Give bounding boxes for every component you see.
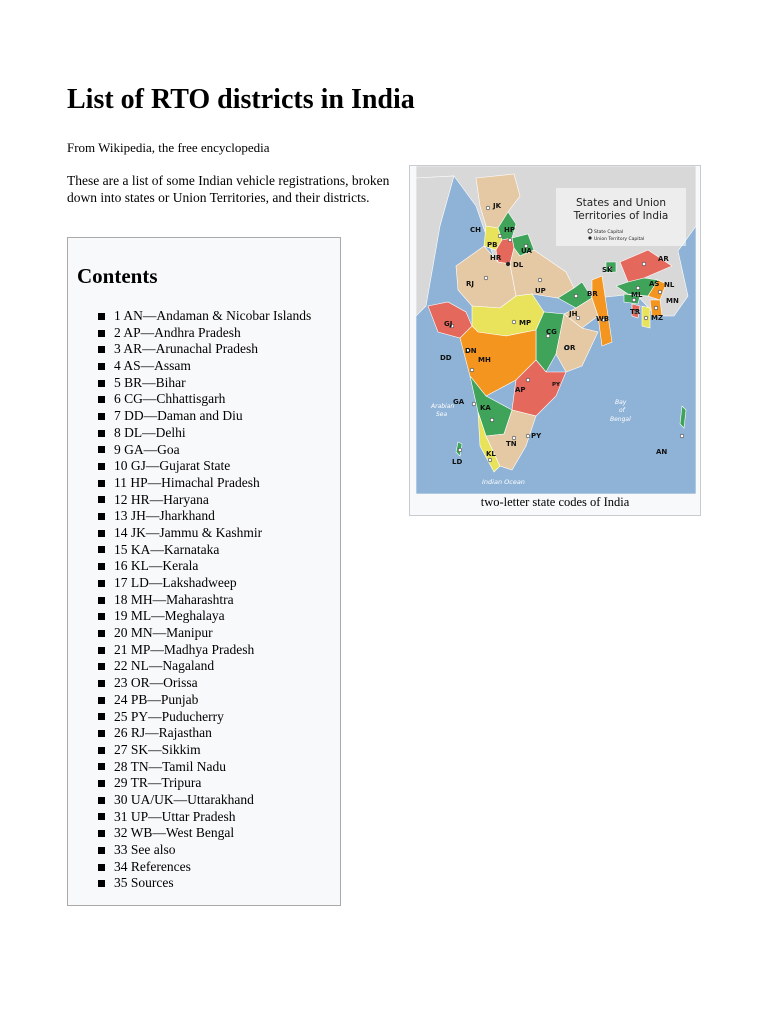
sea-label-arabian-1: Arabian <box>431 403 455 410</box>
map-code-wb: WB <box>596 315 610 323</box>
map-code-py-east: PY <box>552 382 561 388</box>
capital-dot-mp <box>512 320 516 324</box>
toc-item[interactable] <box>98 542 311 559</box>
map-figure <box>409 165 701 516</box>
figure-caption: two-letter state codes of India <box>480 495 630 509</box>
capital-dot-ap <box>526 378 530 382</box>
bullet-icon <box>98 313 105 320</box>
bullet-icon <box>98 463 105 470</box>
toc-item-label[interactable]: 18 MH—Maharashtra <box>114 591 234 607</box>
capital-dot-ar <box>642 262 646 266</box>
map-code-dn: DN <box>465 347 477 355</box>
bullet-icon <box>98 513 105 520</box>
legend-ut-capital-dot <box>588 236 591 239</box>
sea-label-indian-ocean: Indian Ocean <box>482 478 525 486</box>
map-code-hp: HP <box>504 226 515 234</box>
map-code-pb: PB <box>487 241 498 249</box>
toc-item[interactable] <box>98 608 311 625</box>
toc-item[interactable] <box>98 525 311 542</box>
bullet-icon <box>98 480 105 487</box>
toc-item-label[interactable]: 12 HR—Haryana <box>114 491 209 507</box>
toc-item[interactable] <box>98 842 311 859</box>
capital-dot-hp <box>508 238 512 242</box>
map-code-gj: GJ <box>444 320 453 328</box>
bullet-icon <box>98 563 105 570</box>
india-map-svg <box>416 166 696 494</box>
bullet-icon <box>98 813 105 820</box>
map-code-or: OR <box>564 344 576 352</box>
toc-item[interactable] <box>98 391 311 408</box>
bullet-icon <box>98 546 105 553</box>
bullet-icon <box>98 663 105 670</box>
toc-item[interactable] <box>98 508 311 525</box>
map-code-nl: NL <box>664 281 675 289</box>
map-code-mh: MH <box>478 356 491 364</box>
toc-item-label[interactable]: 2 AP—Andhra Pradesh <box>114 324 241 340</box>
capital-dot-ld <box>458 448 462 452</box>
toc-item[interactable] <box>98 325 311 342</box>
toc-title: Contents <box>77 264 158 288</box>
toc-item[interactable] <box>98 792 311 809</box>
toc-item[interactable] <box>98 759 311 776</box>
map-code-ga: GA <box>453 398 465 406</box>
bullet-icon <box>98 446 105 453</box>
map-code-mp: MP <box>519 319 532 327</box>
toc-item[interactable] <box>98 592 311 609</box>
capital-dot-br <box>574 294 578 298</box>
toc-item-label[interactable]: 32 WB—West Bengal <box>114 825 235 841</box>
bullet-icon <box>98 680 105 687</box>
bullet-icon <box>98 630 105 637</box>
bullet-icon <box>98 880 105 887</box>
toc-item[interactable] <box>98 575 311 592</box>
toc-item[interactable] <box>98 775 311 792</box>
toc-item[interactable] <box>98 308 311 325</box>
bullet-icon <box>98 647 105 654</box>
india-map <box>416 166 696 494</box>
toc-item[interactable] <box>98 675 311 692</box>
bullet-icon <box>98 780 105 787</box>
bullet-icon <box>98 330 105 337</box>
capital-dot-rj <box>484 276 488 280</box>
toc-item-label[interactable]: 1 AN—Andaman & Nicobar Islands <box>114 308 312 323</box>
bullet-icon <box>98 346 105 353</box>
capital-dot-as <box>636 286 640 290</box>
toc-item-label[interactable]: 7 DD—Daman and Diu <box>114 408 243 424</box>
map-code-mn: MN <box>666 297 679 305</box>
sea-label-arabian-2: Sea <box>436 411 448 418</box>
bullet-icon <box>98 697 105 704</box>
toc-item-label[interactable]: 20 MN—Manipur <box>114 625 213 641</box>
toc-item[interactable] <box>98 809 311 826</box>
intro-paragraph: These are a list of some Indian vehicle registrations, broken down into states or Union Territories, and their districts. <box>67 173 390 205</box>
toc-item-label[interactable]: 33 See also <box>114 842 176 857</box>
bullet-icon <box>98 430 105 437</box>
capital-dot-ka <box>490 418 494 422</box>
map-code-rj: RJ <box>466 280 474 288</box>
map-code-ap: AP <box>515 386 526 394</box>
bullet-icon <box>98 747 105 754</box>
toc-item-label[interactable]: 31 UP—Uttar Pradesh <box>114 808 236 824</box>
sea-label-bay-1: Bay <box>615 399 627 406</box>
toc-item-label[interactable]: 26 RJ—Rajasthan <box>114 725 212 741</box>
toc-item-label[interactable]: 3 AR—Arunachal Pradesh <box>114 341 258 357</box>
map-code-an: AN <box>656 448 668 456</box>
bullet-icon <box>98 530 105 537</box>
toc-item-label[interactable]: 14 JK—Jammu & Kashmir <box>114 524 263 540</box>
toc-item-label[interactable]: 19 ML—Meghalaya <box>114 608 225 624</box>
toc-item[interactable] <box>98 658 311 675</box>
toc-item[interactable] <box>98 825 311 842</box>
toc-item[interactable] <box>98 692 311 709</box>
legend-state-capital: State Capital <box>594 230 624 235</box>
toc-item[interactable] <box>98 625 311 642</box>
map-code-ld: LD <box>452 458 463 466</box>
toc-item[interactable] <box>98 341 311 358</box>
map-code-ar: AR <box>658 255 669 263</box>
bullet-icon <box>98 580 105 587</box>
map-code-tr: TR <box>630 308 641 316</box>
map-code-jh: JH <box>569 310 578 318</box>
toc-item-label[interactable]: 6 CG—Chhattisgarh <box>114 391 226 407</box>
toc-item[interactable] <box>98 875 311 892</box>
capital-dot-py <box>526 434 530 438</box>
toc-item-label[interactable]: 15 KA—Karnataka <box>114 541 220 557</box>
toc-item[interactable] <box>98 475 311 492</box>
toc-item[interactable] <box>98 558 311 575</box>
map-code-br: BR <box>587 290 598 298</box>
map-code-up: UP <box>535 287 546 295</box>
toc-item[interactable] <box>98 725 311 742</box>
bullet-icon <box>98 496 105 503</box>
map-code-mz: MZ <box>651 314 664 322</box>
toc-item[interactable] <box>98 642 311 659</box>
bullet-icon <box>98 830 105 837</box>
toc-item-label[interactable]: 13 JH—Jharkhand <box>114 508 215 524</box>
toc-item-label[interactable]: 5 BR—Bihar <box>114 374 186 390</box>
map-code-kl: KL <box>486 450 496 458</box>
toc-item[interactable] <box>98 709 311 726</box>
bullet-icon <box>98 797 105 804</box>
toc-item-label[interactable]: 11 HP—Himachal Pradesh <box>114 474 260 490</box>
toc-item-label[interactable]: 10 GJ—Gujarat State <box>114 458 231 474</box>
toc-item[interactable] <box>98 442 311 459</box>
capital-dot-nl <box>658 290 662 294</box>
toc-item-label[interactable]: 22 NL—Nagaland <box>114 658 215 674</box>
bullet-icon <box>98 413 105 420</box>
bullet-icon <box>98 396 105 403</box>
toc-item[interactable] <box>98 859 311 876</box>
bullet-icon <box>98 847 105 854</box>
page-title: List of RTO districts in India <box>67 84 415 115</box>
bullet-icon <box>98 613 105 620</box>
toc-item-label[interactable]: 25 PY—Puducherry <box>114 708 224 724</box>
table-of-contents <box>67 237 341 906</box>
toc-item-label[interactable]: 27 SK—Sikkim <box>114 741 201 757</box>
toc-item[interactable] <box>98 458 311 475</box>
toc-item-label[interactable]: 9 GA—Goa <box>114 441 180 457</box>
map-code-ka: KA <box>480 404 491 412</box>
bullet-icon <box>98 597 105 604</box>
map-code-tn: TN <box>506 440 517 448</box>
map-code-ml: ML <box>631 291 643 299</box>
capital-dot-mh <box>470 368 474 372</box>
sea-label-bay-2: of <box>619 407 625 414</box>
toc-item[interactable] <box>98 425 311 442</box>
legend-ut-capital: Union Territory Capital <box>594 237 645 242</box>
map-code-hr: HR <box>490 254 502 262</box>
bullet-icon <box>98 730 105 737</box>
capital-dot-jk <box>486 206 490 210</box>
toc-item-label[interactable]: 35 Sources <box>114 875 174 891</box>
toc-item-label[interactable]: 8 DL—Delhi <box>114 424 186 440</box>
toc-item-label[interactable]: 21 MP—Madhya Pradesh <box>114 641 255 657</box>
toc-item[interactable] <box>98 742 311 759</box>
capital-dot-kl <box>488 458 492 462</box>
toc-item-label[interactable]: 23 OR—Orissa <box>114 675 198 691</box>
capital-dot-an <box>680 434 684 438</box>
map-code-dd: DD <box>440 354 452 362</box>
toc-item-label[interactable]: 29 TR—Tripura <box>114 775 202 791</box>
capital-dot-ga <box>472 402 476 406</box>
toc-item[interactable] <box>98 375 311 392</box>
toc-item[interactable] <box>98 492 311 509</box>
map-code-sk: SK <box>602 266 613 274</box>
bullet-icon <box>98 713 105 720</box>
map-code-jk: JK <box>493 202 502 210</box>
toc-item-label[interactable]: 17 LD—Lakshadweep <box>114 575 237 590</box>
toc-item-label[interactable]: 28 TN—Tamil Nadu <box>114 758 227 774</box>
toc-item-label[interactable]: 4 AS—Assam <box>114 358 191 374</box>
map-title-line1: States and Union <box>575 197 667 209</box>
map-code-cg: CG <box>546 328 557 336</box>
capital-dot-mz <box>644 316 648 320</box>
capital-dot-mn <box>654 306 658 310</box>
toc-item[interactable] <box>98 408 311 425</box>
sea-label-bay-3: Bengal <box>610 416 631 423</box>
bullet-icon <box>98 363 105 370</box>
map-code-dl: DL <box>513 261 524 269</box>
toc-item-label[interactable]: 16 KL—Kerala <box>114 558 199 574</box>
bullet-icon <box>98 864 105 871</box>
capital-dot-up <box>538 278 542 282</box>
map-code-py: PY <box>531 432 542 440</box>
map-code-ua: UA <box>521 247 532 255</box>
map-code-as: AS <box>649 280 660 288</box>
legend-state-capital-dot <box>588 229 592 233</box>
capital-dot-dl <box>506 262 510 266</box>
capital-dot-ch <box>498 234 502 238</box>
bullet-icon <box>98 380 105 387</box>
map-title-line2: Territories of India <box>573 210 669 222</box>
map-code-ch: CH <box>470 226 481 234</box>
toc-item-label[interactable]: 24 PB—Punjab <box>114 691 199 707</box>
toc-item-label[interactable]: 30 UA/UK—Uttarakhand <box>114 791 254 807</box>
toc-item-label[interactable]: 34 References <box>114 858 191 874</box>
toc-item[interactable] <box>98 358 311 375</box>
bullet-icon <box>98 763 105 770</box>
toc-list <box>98 308 311 892</box>
tagline: From Wikipedia, the free encyclopedia <box>67 140 270 155</box>
